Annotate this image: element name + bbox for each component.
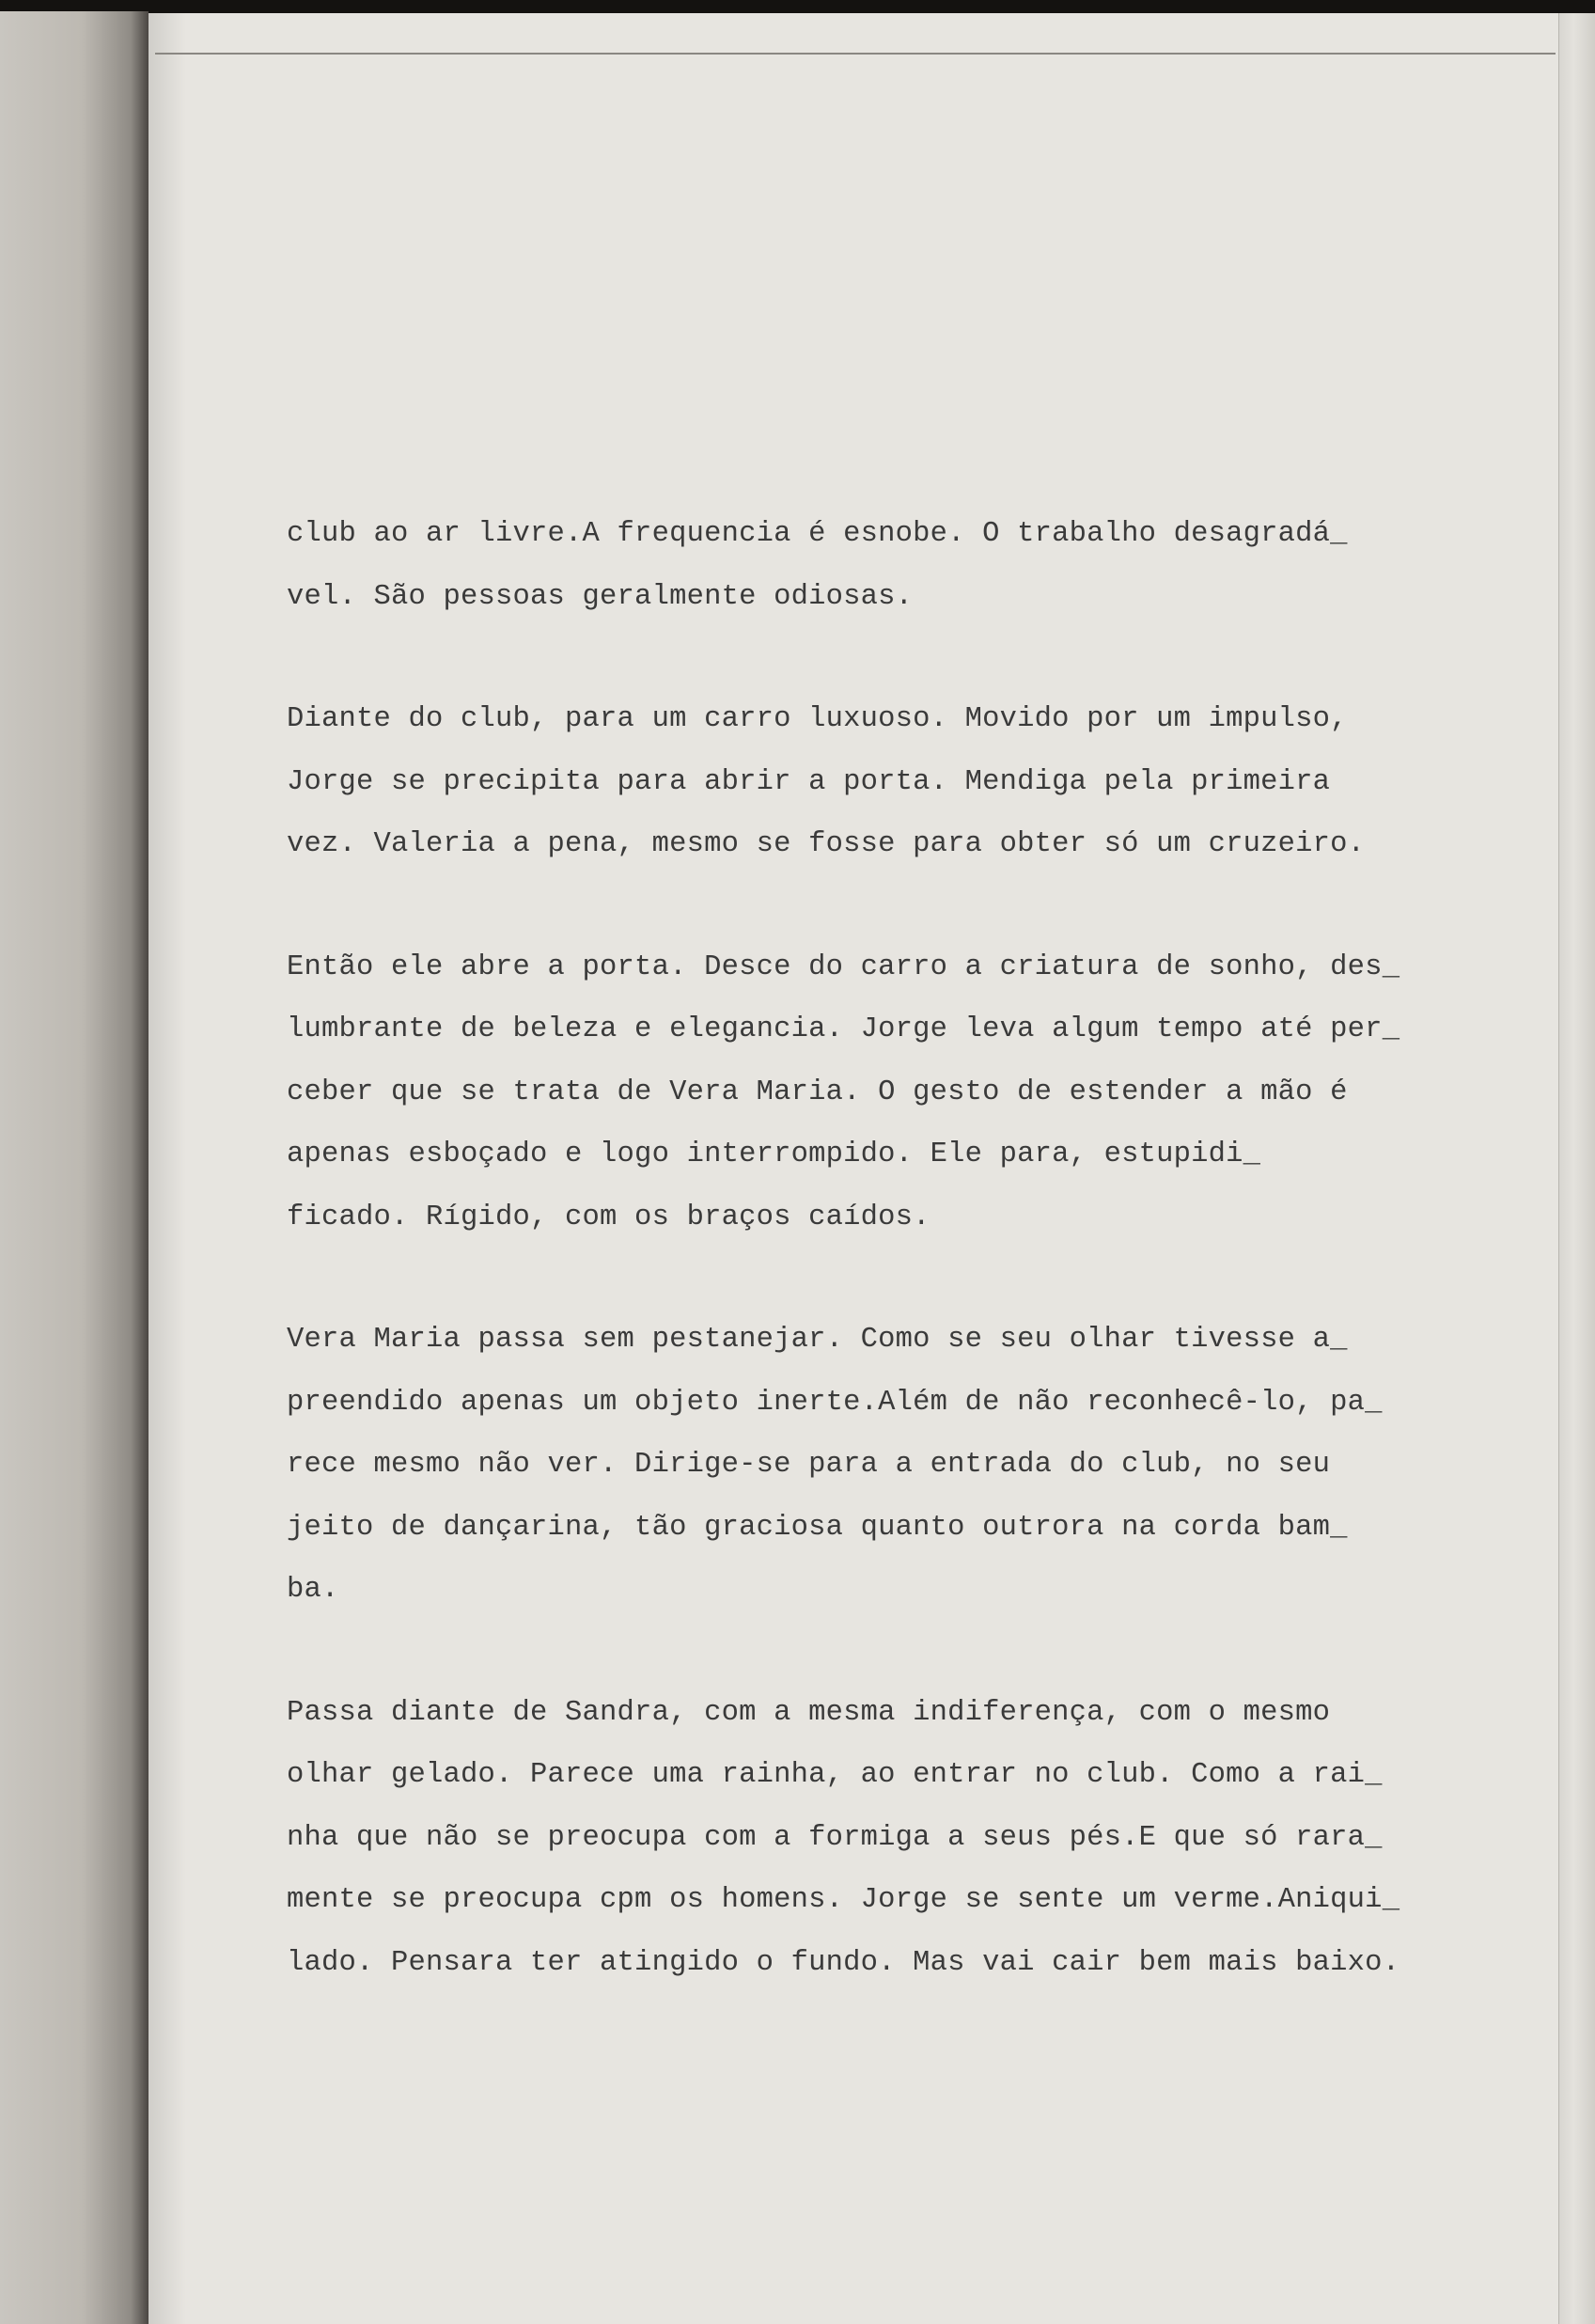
paragraph [287, 688, 1546, 876]
top-rule [155, 53, 1556, 55]
text-line: ba. [287, 1574, 339, 1606]
text-line: Passa diante de Sandra, com a mesma indiferença, com o mesmo [287, 1696, 1331, 1729]
typewritten-text [287, 503, 1546, 1994]
text-line: lumbrante de beleza e elegancia. Jorge leva algum tempo até per_ [287, 1013, 1400, 1045]
text-line: preendido apenas um objeto inerte.Além de não reconhecê-lo, pa_ [287, 1386, 1383, 1419]
text-line: rece mesmo não ver. Dirige-se para a entrada do club, no seu [287, 1449, 1331, 1481]
text-line: vez. Valeria a pena, mesmo se fosse para obter só um cruzeiro. [287, 828, 1366, 860]
binding-edge [0, 11, 149, 2324]
text-line: club ao ar livre.A frequencia é esnobe. O trabalho desagradá_ [287, 518, 1348, 550]
text-line: ceber que se trata de Vera Maria. O gesto de estender a mão é [287, 1076, 1348, 1108]
paragraph [287, 503, 1546, 628]
text-line: mente se preocupa cpm os homens. Jorge se sente um verme.Aniqui_ [287, 1884, 1400, 1916]
paragraph [287, 936, 1546, 1249]
text-line: apenas esboçado e logo interrompido. Ele para, estupidi_ [287, 1138, 1261, 1170]
page-edge-right [1558, 13, 1595, 2324]
text-line: nha que não se preocupa com a formiga a seus pés.E que só rara_ [287, 1821, 1383, 1854]
text-line: olhar gelado. Parece uma rainha, ao entrar no club. Como a rai_ [287, 1759, 1383, 1791]
text-line: jeito de dançarina, tão graciosa quanto outrora na corda bam_ [287, 1511, 1348, 1544]
text-line: lado. Pensara ter atingido o fundo. Mas vai cair bem mais baixo. [287, 1946, 1400, 1979]
text-line: Jorge se precipita para abrir a porta. Mendiga pela primeira [287, 765, 1331, 798]
text-line: Diante do club, para um carro luxuoso. Movido por um impulso, [287, 703, 1348, 735]
paragraph [287, 1682, 1546, 1995]
text-line: Então ele abre a porta. Desce do carro a criatura de sonho, des_ [287, 950, 1400, 983]
text-line: vel. São pessoas geralmente odiosas. [287, 580, 914, 613]
text-line: Vera Maria passa sem pestanejar. Como se seu olhar tivesse a_ [287, 1324, 1348, 1356]
paragraph [287, 1309, 1546, 1622]
text-line: ficado. Rígido, com os braços caídos. [287, 1201, 930, 1233]
scan-top-edge [0, 0, 1595, 13]
